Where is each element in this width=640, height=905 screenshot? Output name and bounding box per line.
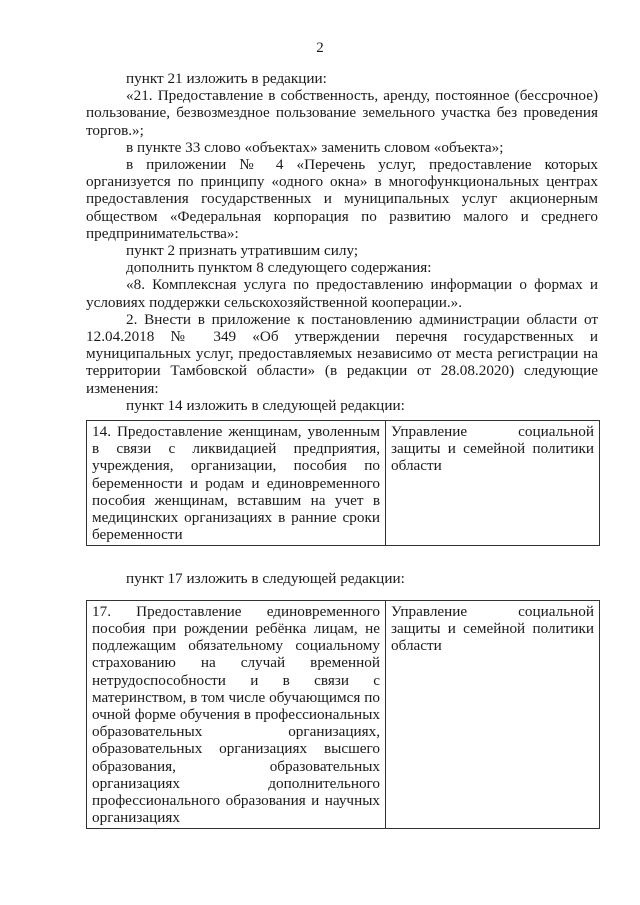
service-cell: 14. Предоставление женщинам, уволенным в связи с ликвидацией предприятия, учреждения, организации, пособия по беременности и родам и единовременного пособия женщинам, вставшим на учет в медицинских организациях в ранние сроки беременности xyxy=(87,421,386,546)
authority-cell: Управление социальной защиты и семейной политики области xyxy=(386,421,600,546)
paragraph-item-21-text: «21. Предоставление в собственность, аренду, постоянное (бессрочное) пользование, безвозмездное пользование земельного участка без проведения торгов.»; xyxy=(86,87,598,139)
service-cell: 17. Предоставление единовременного пособия при рождении ребёнка лицам, не подлежащим обязательному социальному страхованию на случай временной нетрудоспособности и в связи с материнством, в том числе обучающимся по очной форме обучения в профессиональных образовательных организациях, образовательных организациях высшего образования, образовательных организациях дополнительного профессионального образования и научных организациях xyxy=(87,600,386,829)
paragraph-appendix-4: в приложении № 4 «Перечень услуг, предоставление которых организуется по принципу «одного окна» в многофункциональных центрах предоставления государственных и муниципальных услуг акционерным обществом «Федеральная корпорация по развитию малого и среднего предпринимательства»: xyxy=(86,156,598,242)
page-number: 2 xyxy=(316,40,324,56)
paragraph-add-item-8: дополнить пунктом 8 следующего содержания: xyxy=(126,259,432,277)
paragraph-item-33: в пункте 33 слово «объектах» заменить словом «объекта»; xyxy=(126,138,504,156)
paragraph-item-8-text: «8. Комплексная услуга по предоставлению информации о формах и условиях поддержки сельскохозяйственной кооперации.». xyxy=(86,276,598,311)
paragraph-item-2-void: пункт 2 признать утратившим силу; xyxy=(126,242,359,260)
table-row xyxy=(87,421,600,546)
table-row xyxy=(87,600,600,829)
service-table-14 xyxy=(86,420,600,546)
authority-cell: Управление социальной защиты и семейной политики области xyxy=(386,600,600,829)
service-table-17 xyxy=(86,600,600,830)
paragraph-item-21-intro: пункт 21 изложить в редакции: xyxy=(126,70,327,87)
paragraph-section-2: 2. Внести в приложение к постановлению администрации области от 12.04.2018 № 349 «Об утверждении перечня государственных и муниципальных услуг, предоставляемых независимо от места регистрации на территории Тамбовской области» (в редакции от 28.08.2020) следующие изменения: xyxy=(86,310,598,397)
paragraph-item-17-intro: пункт 17 изложить в следующей редакции: xyxy=(126,570,405,588)
document-body xyxy=(86,70,598,829)
paragraph-item-14-intro: пункт 14 изложить в следующей редакции: xyxy=(126,396,405,414)
